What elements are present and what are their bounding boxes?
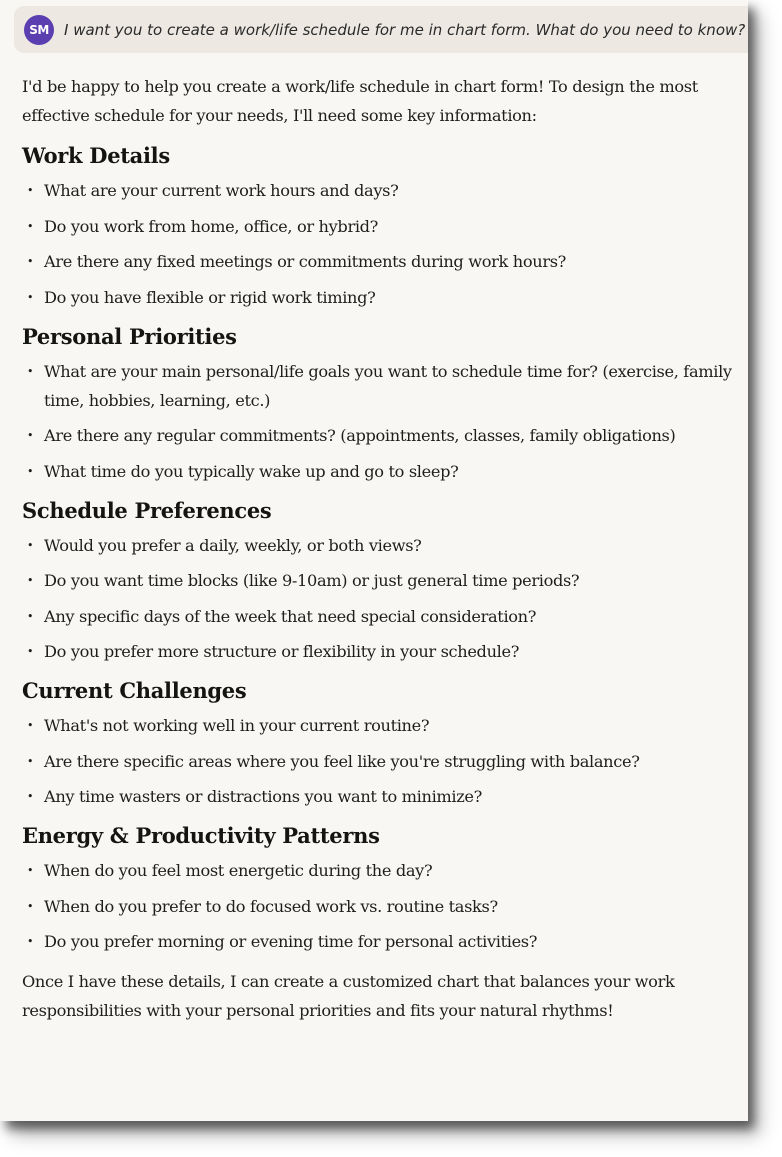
list-item: • Any time wasters or distractions you want to minimize?: [22, 782, 740, 811]
list-item: • What time do you typically wake up and go to sleep?: [22, 457, 740, 486]
user-message: [14, 6, 748, 53]
user-avatar[interactable]: SM: [24, 15, 54, 45]
assistant-response: [22, 72, 740, 1025]
list-item: • What are your current work hours and days?: [22, 176, 740, 205]
list-item: • Do you prefer morning or evening time for personal activities?: [22, 927, 740, 956]
section-schedule-preferences: [22, 497, 740, 667]
list-item: • Are there any regular commitments? (appointments, classes, family obligations): [22, 421, 740, 450]
user-message-text: I want you to create a work/life schedule for me in chart form. What do you need to know?: [64, 20, 746, 39]
list-item: • Do you have flexible or rigid work timing?: [22, 283, 740, 312]
section-energy-productivity: [22, 822, 740, 956]
section-heading: Current Challenges: [22, 678, 247, 703]
section-work-details: [22, 142, 740, 312]
list-item: • Any specific days of the week that need special consideration?: [22, 602, 740, 631]
response-outro: Once I have these details, I can create a customized chart that balances your work responsibilities with your personal priorities and fits your natural rhythms!: [22, 972, 675, 1020]
bullet-list: [22, 357, 740, 486]
section-heading: Work Details: [22, 143, 170, 168]
list-item: • Would you prefer a daily, weekly, or both views?: [22, 531, 740, 560]
list-item: • What are your main personal/life goals you want to schedule time for? (exercise, family time, hobbies, learning, etc.): [22, 357, 740, 415]
bullet-list: [22, 531, 740, 667]
list-item: • Do you prefer more structure or flexibility in your schedule?: [22, 637, 740, 666]
section-heading: Schedule Preferences: [22, 497, 272, 523]
section-personal-priorities: [22, 323, 740, 486]
bullet-list: [22, 176, 740, 312]
response-intro: I'd be happy to help you create a work/life schedule in chart form! To design the most effective schedule for your needs, I'll need some key information:: [22, 77, 698, 125]
bullet-list: [22, 711, 740, 811]
list-item: • Do you want time blocks (like 9-10am) or just general time periods?: [22, 566, 740, 595]
section-heading: Personal Priorities: [22, 323, 237, 349]
list-item: • Do you work from home, office, or hybrid?: [22, 212, 740, 241]
list-item: • When do you feel most energetic during the day?: [22, 856, 740, 885]
list-item: • Are there any fixed meetings or commitments during work hours?: [22, 247, 740, 276]
bullet-list: [22, 856, 740, 956]
list-item: • When do you prefer to do focused work vs. routine tasks?: [22, 892, 740, 921]
section-heading: Energy & Productivity Patterns: [22, 823, 380, 848]
list-item: • Are there specific areas where you feel like you're struggling with balance?: [22, 747, 740, 776]
section-current-challenges: [22, 677, 740, 811]
list-item: • What's not working well in your current routine?: [22, 711, 740, 740]
